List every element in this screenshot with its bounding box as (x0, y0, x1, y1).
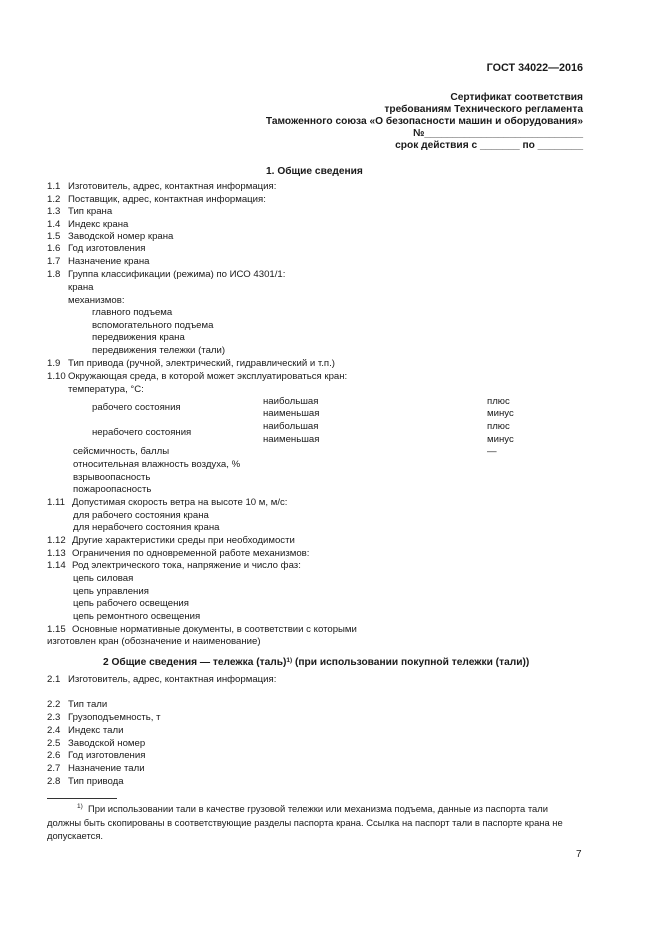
mechanism-item: вспомогательного подъема (92, 320, 214, 331)
section-2-title: 2 Общие сведения — тележка (таль)$^{1)}$ (при использовании покупной тележки (тали)) (103, 657, 530, 668)
item-number: 1.4 (47, 219, 61, 230)
footnote-reference: 1) (286, 657, 293, 664)
class-crane: крана (68, 282, 94, 293)
lowest-label: наименьшая (263, 408, 320, 419)
page-number: 7 (576, 849, 582, 860)
item-number: 1.3 (47, 206, 61, 217)
item-number: 1.2 (47, 194, 61, 205)
item-text: Группа классификации (режима) по ИСО 4301/1: (68, 269, 286, 280)
item-text: Ограничения по одновременной работе механизмов: (72, 548, 310, 559)
item-number: 2.2 (47, 699, 61, 710)
section-1-title: 1. Общие сведения (266, 166, 363, 177)
item-text: Индекс тали (68, 725, 124, 736)
item-text: Окружающая среда, в которой может эксплуатироваться кран: (68, 371, 348, 382)
certificate-line-1: Сертификат соответствия (450, 92, 583, 103)
item-number: 2.6 (47, 750, 61, 761)
certificate-validity: срок действия с _______ по ________ (395, 140, 583, 151)
env-item: пожароопасность (73, 484, 152, 495)
item-text: Год изготовления (68, 243, 146, 254)
circuit-item: цепь силовая (73, 573, 134, 584)
item-number: 1.14 (47, 560, 66, 571)
item-number: 2.4 (47, 725, 61, 736)
item-number: 1.7 (47, 256, 61, 267)
item-number: 1.1 (47, 181, 61, 192)
env-item: взрывоопасность (73, 472, 151, 483)
item-text: Заводской номер крана (68, 231, 174, 242)
item-text: Назначение тали (68, 763, 145, 774)
item-text: Назначение крана (68, 256, 150, 267)
env-item: сейсмичность, баллы (73, 446, 170, 457)
wind-item: для рабочего состояния крана (73, 510, 209, 521)
item-text: Тип привода (68, 776, 124, 787)
footnote (47, 802, 584, 843)
plus-label: плюс (487, 421, 510, 432)
footnote-mark: 1) (77, 803, 83, 810)
item-number: 2.8 (47, 776, 61, 787)
certificate-number: №____________________________ (413, 128, 583, 139)
item-number: 1.15 (47, 624, 66, 635)
item-text: Изготовитель, адрес, контактная информация: (68, 181, 277, 192)
item-number: 1.11 (47, 497, 65, 508)
item-number: 2.5 (47, 738, 61, 749)
minus-label: минус (487, 408, 514, 419)
item-number: 1.13 (47, 548, 66, 559)
lowest-label: наименьшая (263, 434, 320, 445)
item-text: Допустимая скорость ветра на высоте 10 м, м/с: (72, 497, 288, 508)
item-number: 1.9 (47, 358, 61, 369)
highest-label: наибольшая (263, 421, 319, 432)
nonworking-state-label: нерабочего состояния (92, 427, 192, 438)
item-number: 1.6 (47, 243, 61, 254)
item-number: 1.10 (47, 371, 66, 382)
item-number: 2.1 (47, 674, 61, 685)
item-text: Индекс крана (68, 219, 129, 230)
item-text: Тип тали (68, 699, 108, 710)
item-number: 2.7 (47, 763, 61, 774)
mechanism-item: главного подъема (92, 307, 173, 318)
certificate-line-3: Таможенного союза «О безопасности машин и оборудования» (265, 116, 583, 127)
plus-label: плюс (487, 396, 510, 407)
working-state-label: рабочего состояния (92, 402, 181, 413)
footnote-rule (47, 798, 117, 799)
wind-item: для нерабочего состояния крана (73, 522, 220, 533)
mechanism-item: передвижения тележки (тали) (92, 345, 226, 356)
highest-label: наибольшая (263, 396, 319, 407)
item-text: Другие характеристики среды при необходимости (72, 535, 295, 546)
env-item: относительная влажность воздуха, % (73, 459, 241, 470)
standard-number: ГОСТ 34022—2016 (486, 62, 583, 74)
item-number: 1.8 (47, 269, 61, 280)
item-text: Поставщик, адрес, контактная информация: (68, 194, 266, 205)
minus-label: минус (487, 434, 514, 445)
item-number: 1.12 (47, 535, 66, 546)
item-text: Основные нормативные документы, в соответствии с которыми (72, 624, 357, 635)
footnote-text: При использовании тали в качестве грузовой тележки или механизма подъема, данные из паспорта тали должны быть скопированы в соответствующие разделы паспорта крана. Ссылка на паспорт тали в паспорте крана не допускается. (47, 803, 563, 841)
item-text: Род электрического тока, напряжение и число фаз: (72, 560, 301, 571)
item-text-continuation: изготовлен кран (обозначение и наименование) (47, 636, 261, 647)
temperature-label: температура, °С: (68, 384, 144, 395)
item-text: Тип привода (ручной, электрический, гидравлический и т.п.) (68, 358, 335, 369)
circuit-item: цепь ремонтного освещения (73, 611, 201, 622)
item-text: Изготовитель, адрес, контактная информация: (68, 674, 277, 685)
circuit-item: цепь рабочего освещения (73, 598, 189, 609)
circuit-item: цепь управления (73, 586, 149, 597)
item-number: 2.3 (47, 712, 61, 723)
item-text: Год изготовления (68, 750, 146, 761)
class-mechanisms: механизмов: (68, 295, 125, 306)
dash-value: — (487, 446, 497, 457)
item-text: Заводской номер (68, 738, 146, 749)
item-text: Тип крана (68, 206, 113, 217)
mechanism-item: передвижения крана (92, 332, 185, 343)
certificate-line-2: требованиям Технического регламента (384, 104, 583, 115)
item-text: Грузоподъемность, т (68, 712, 161, 723)
item-number: 1.5 (47, 231, 61, 242)
